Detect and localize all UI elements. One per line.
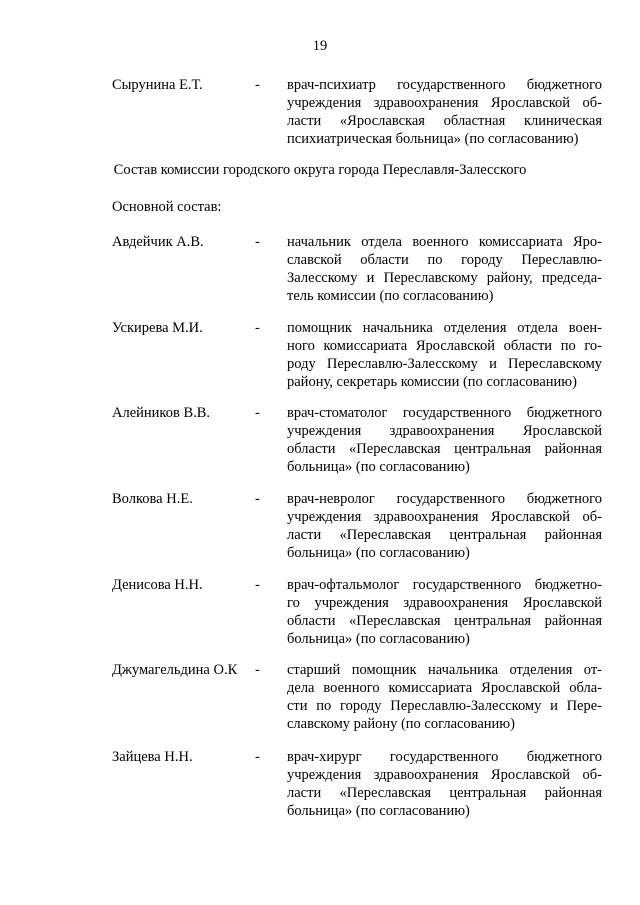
description-line: славской области по городу Переславлю-: [287, 252, 602, 268]
description-line: врач-психиатр государственного бюджетного: [287, 77, 602, 93]
description-line: психиатрическая больница» (по согласованию): [287, 131, 579, 147]
member-description: [287, 319, 602, 391]
member-name: Волкова Н.Е.: [112, 491, 193, 507]
description-line: ласти «Переславская центральная районная: [287, 785, 602, 801]
description-line: врач-хирург государственного бюджетного: [287, 749, 602, 765]
description-line: го учреждения здравоохранения Ярославской: [287, 595, 602, 611]
description-line: дела военного комиссариата Ярославской обла-: [287, 680, 602, 696]
member-name: Авдейчик А.В.: [112, 234, 204, 250]
member-description: [287, 76, 602, 148]
description-line: больница» (по согласованию): [287, 631, 470, 647]
description-line: учреждения здравоохранения Ярославской об-: [287, 95, 602, 111]
subheading: Основной состав:: [112, 199, 222, 215]
dash-separator: -: [255, 234, 260, 250]
description-line: врач-офтальмолог государственного бюджетно-: [287, 577, 602, 593]
description-line: славскому району (по согласованию): [287, 716, 515, 732]
dash-separator: -: [255, 662, 260, 678]
description-line: Залесскому и Переславскому району, председа-: [287, 270, 602, 286]
member-name: Алейников В.В.: [112, 405, 211, 421]
member-description: [287, 576, 602, 648]
description-line: больница» (по согласованию): [287, 545, 470, 561]
member-description: [287, 490, 602, 562]
member-description: [287, 661, 602, 733]
description-line: учреждения здравоохранения Ярославской: [287, 423, 602, 439]
description-line: врач-невролог государственного бюджетного: [287, 491, 602, 507]
dash-separator: -: [255, 491, 260, 507]
description-line: ного комиссариата Ярославской области по го-: [287, 338, 602, 354]
description-line: начальник отдела военного комиссариата Яро-: [287, 234, 602, 250]
member-name: Ускирева М.И.: [112, 320, 203, 336]
dash-separator: -: [255, 320, 260, 336]
description-line: сти по городу Переславлю-Залесскому и Пере-: [287, 698, 602, 714]
member-name: Зайцева Н.Н.: [112, 749, 193, 765]
dash-separator: -: [255, 77, 260, 93]
description-line: помощник начальника отделения отдела воен-: [287, 320, 602, 336]
description-line: тель комиссии (по согласованию): [287, 288, 494, 304]
description-line: старший помощник начальника отделения от-: [287, 662, 602, 678]
description-line: учреждения здравоохранения Ярославской об-: [287, 767, 602, 783]
member-description: [287, 748, 602, 820]
description-line: больница» (по согласованию): [287, 459, 470, 475]
section-title: Состав комиссии городского округа города Переславля-Залесского: [113, 162, 527, 178]
description-line: ласти «Ярославская областная клиническая: [287, 113, 602, 129]
dash-separator: -: [255, 749, 260, 765]
description-line: району, секретарь комиссии (по согласованию): [287, 374, 577, 390]
description-line: учреждения здравоохранения Ярославской об-: [287, 509, 602, 525]
description-line: врач-стоматолог государственного бюджетного: [287, 405, 602, 421]
dash-separator: -: [255, 405, 260, 421]
member-name: Джумагельдина О.К: [112, 662, 238, 678]
member-description: [287, 233, 602, 305]
description-line: роду Переславлю-Залесскому и Переславскому: [287, 356, 602, 372]
dash-separator: -: [255, 577, 260, 593]
description-line: области «Переславская центральная районная: [287, 441, 602, 457]
member-description: [287, 404, 602, 476]
description-line: области «Переславская центральная районная: [287, 613, 602, 629]
member-name: Сырунина Е.Т.: [112, 77, 203, 93]
description-line: больница» (по согласованию): [287, 803, 470, 819]
page-number: 19: [312, 38, 328, 54]
member-name: Денисова Н.Н.: [112, 577, 203, 593]
description-line: ласти «Переславская центральная районная: [287, 527, 602, 543]
